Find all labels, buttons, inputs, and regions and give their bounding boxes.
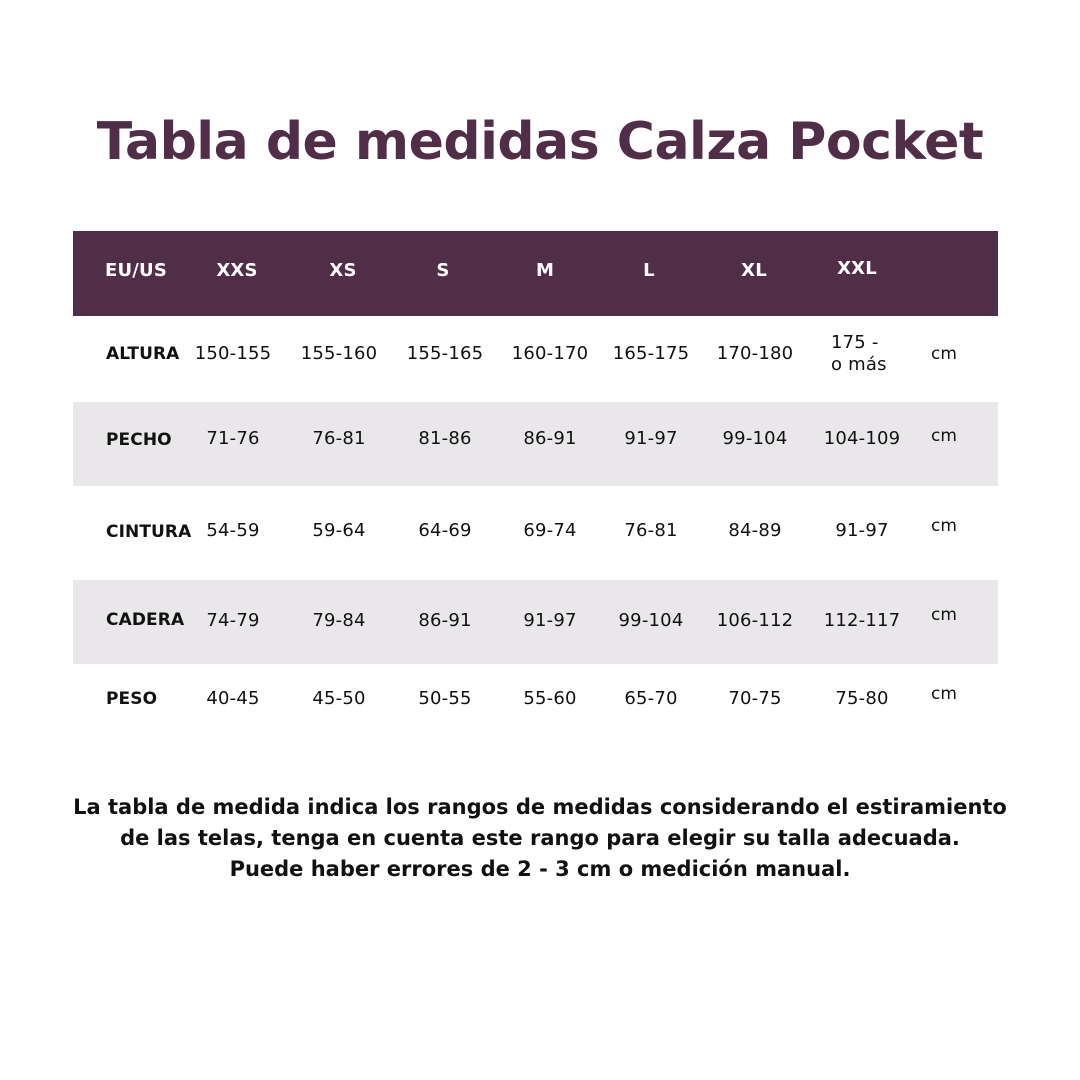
table-cell: 91-97 [624,428,678,449]
table-cell: 81-86 [418,428,472,449]
header-size-s: S [436,260,450,281]
row-label: CINTURA [106,522,192,542]
table-cell: 165-175 [612,343,690,364]
note-line: La tabla de medida indica los rangos de medidas considerando el estiramiento [73,795,1007,819]
table-cell: 64-69 [418,520,472,541]
table-cell: 76-81 [624,520,678,541]
table-cell: 75-80 [835,688,889,709]
table-cell: 160-170 [511,343,589,364]
table-cell: 84-89 [728,520,782,541]
table-cell: 71-76 [206,428,260,449]
table-cell: 86-91 [418,610,472,631]
table-cell: 104-109 [823,428,901,449]
table-cell: 91-97 [523,610,577,631]
header-size-m: M [535,260,555,281]
table-cell: 99-104 [618,610,684,631]
header-size-xs: XS [329,260,357,281]
table-header-row [73,231,998,316]
table-cell [831,332,921,376]
cell-line: o más [831,354,887,375]
table-cell: 155-165 [406,343,484,364]
table-row-cintura [73,486,998,580]
table-row-pecho [73,402,998,486]
table-cell: 74-79 [206,610,260,631]
header-size-xxs: XXS [216,260,258,281]
table-cell: 54-59 [206,520,260,541]
table-cell: 45-50 [312,688,366,709]
table-cell: 106-112 [716,610,794,631]
unit-label: cm [931,516,957,536]
table-row-peso [73,664,998,744]
header-size-xl: XL [741,260,767,281]
table-cell: 79-84 [312,610,366,631]
unit-label: cm [931,684,957,704]
header-label: EU/US [104,260,168,281]
unit-label: cm [931,605,957,625]
table-cell: 70-75 [728,688,782,709]
table-cell: 91-97 [835,520,889,541]
table-cell: 86-91 [523,428,577,449]
cell-line: 175 - [831,332,879,353]
table-cell: 50-55 [418,688,472,709]
table-cell: 99-104 [722,428,788,449]
header-size-l: L [643,260,655,281]
table-cell: 112-117 [823,610,901,631]
row-label: CADERA [106,610,185,630]
table-cell: 40-45 [206,688,260,709]
disclaimer-note [0,792,1080,885]
table-cell: 150-155 [194,343,272,364]
unit-label: cm [931,344,957,364]
row-label: ALTURA [106,344,180,364]
header-size-xxl: XXL [837,258,877,279]
table-cell: 55-60 [523,688,577,709]
unit-label: cm [931,426,957,446]
table-cell: 155-160 [300,343,378,364]
note-line: Puede haber errores de 2 - 3 cm o medición manual. [229,857,851,881]
table-cell: 76-81 [312,428,366,449]
row-label: PECHO [106,430,172,450]
table-cell: 69-74 [523,520,577,541]
table-cell: 65-70 [624,688,678,709]
table-row-altura [73,316,998,402]
page-title: Tabla de medidas Calza Pocket [96,112,984,172]
table-cell: 59-64 [312,520,366,541]
note-line: de las telas, tenga en cuenta este rango para elegir su talla adecuada. [120,826,960,850]
row-label: PESO [106,689,158,709]
table-cell: 170-180 [716,343,794,364]
table-row-cadera [73,580,998,664]
size-table [73,231,998,744]
